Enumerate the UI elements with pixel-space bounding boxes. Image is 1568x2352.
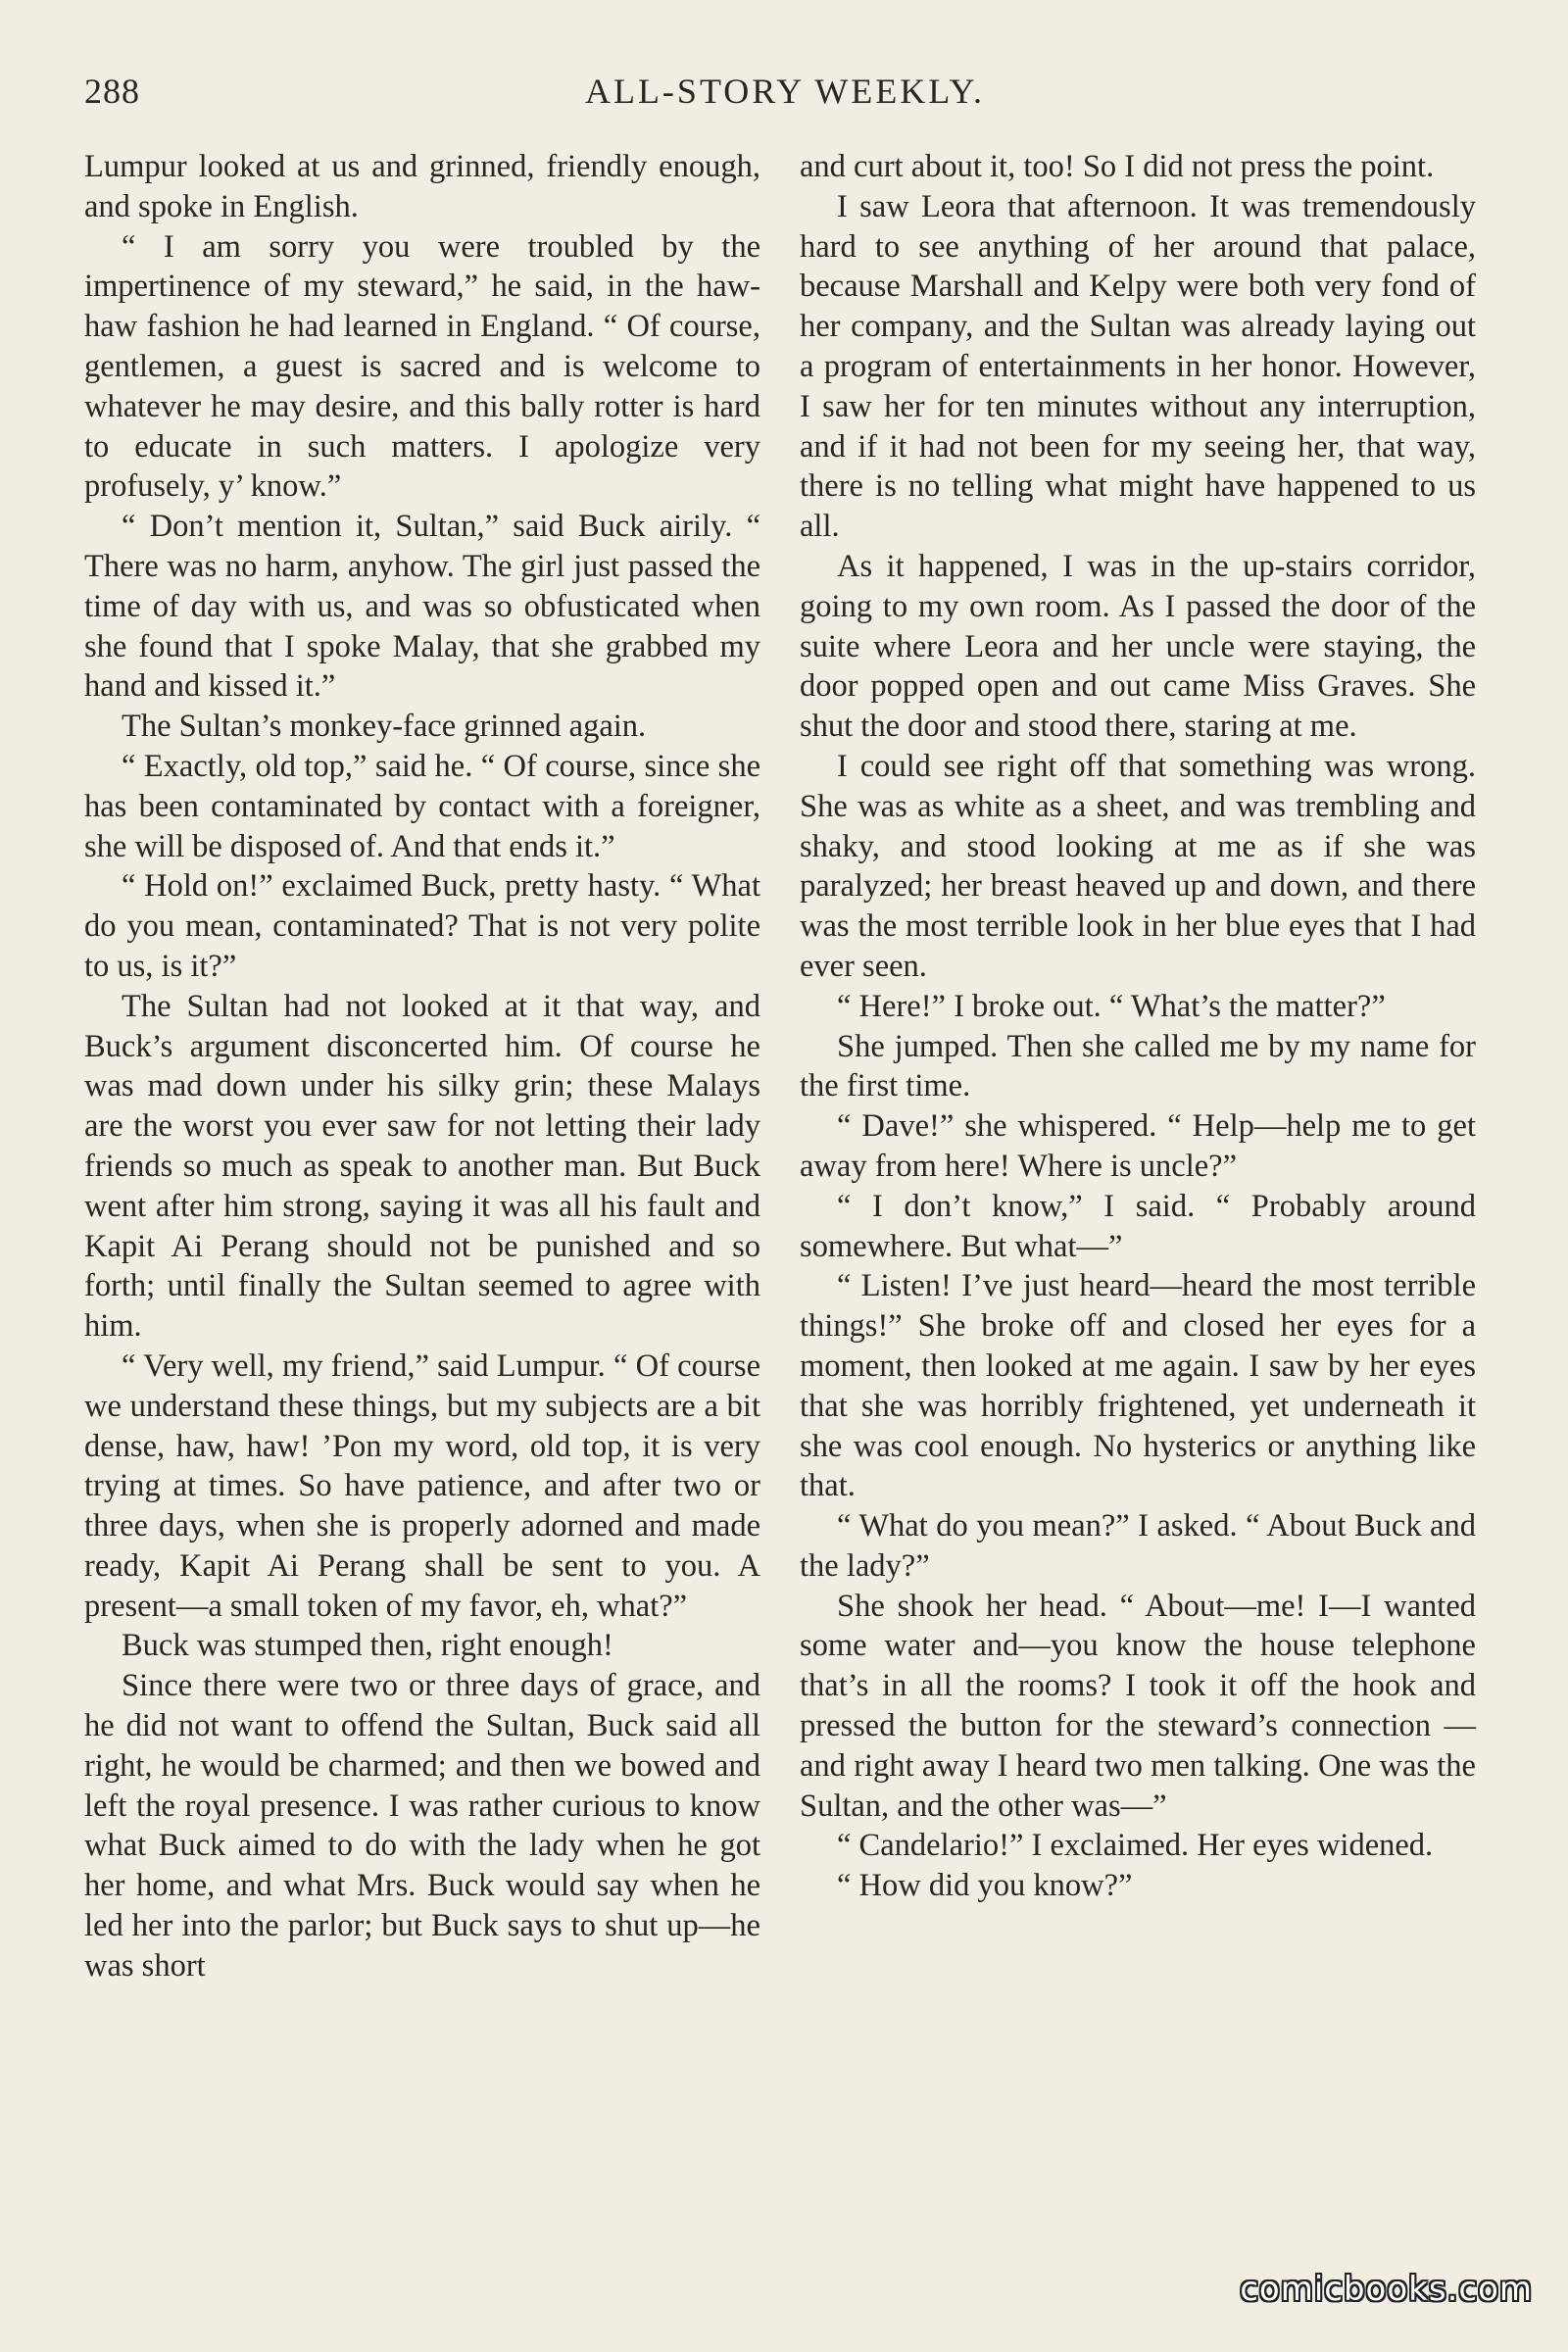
paragraph: “ Here!” I broke out. “ What’s the matter?” bbox=[837, 988, 1386, 1024]
paragraph: “ Candelario!” I exclaimed. Her eyes widened. bbox=[837, 1828, 1434, 1864]
paragraph: I could see right off that something was wrong. She was as white as a sheet, and was trembling and shaky, and stood looking at me as if she was paralyzed; her breast heaved up and down, and there was the most terrible look in her blue eyes that I had ever seen. bbox=[800, 748, 1476, 984]
paragraph: “ I don’t know,” I said. “ Probably around somewhere. But what—” bbox=[800, 1188, 1476, 1264]
page-header bbox=[84, 71, 1486, 125]
watermark: comicbooks.com bbox=[1240, 2270, 1533, 2309]
paragraph: As it happened, I was in the up-stairs corridor, going to my own room. As I passed the door of the suite where Leora and her uncle were staying, the door popped open and out came Miss Graves. She shut the door and stood there, staring at me. bbox=[800, 548, 1476, 745]
paragraph: Buck was stumped then, right enough! bbox=[122, 1628, 613, 1664]
paragraph: The Sultan had not looked at it that way, and Buck’s argument disconcerted him. Of course he was mad down under his silky grin; these Malays are the worst you ever saw for not letting their lady friends so much as speak to another man. But Buck went after him strong, saying it was all his fault and Kapit Ai Perang should not be punished and so forth; until finally the Sultan seemed to agree with him. bbox=[84, 988, 760, 1345]
page-number: 288 bbox=[84, 72, 140, 111]
paragraph-continuation: and curt about it, too! So I did not press the point. bbox=[800, 149, 1435, 184]
paragraph: “ I am sorry you were troubled by the impertinence of my steward,” he said, in the haw-haw fashion he had learned in England. “ Of course, gentlemen, a guest is sacred and is welcome to whatever he may desire, and this bally rotter is hard to educate in such matters. I apologize very profusely, y’ know.” bbox=[84, 228, 760, 505]
paragraph: The Sultan’s monkey-face grinned again. bbox=[122, 709, 647, 745]
paragraph: “ What do you mean?” I asked. “ About Buck and the lady?” bbox=[800, 1508, 1476, 1584]
paragraph: “ How did you know?” bbox=[837, 1868, 1133, 1904]
paragraph: She shook her head. “ About—me! I—I wanted some water and—you know the house telephone that’s in all the rooms? I took it off the hook and pressed the button for the steward’s connection — and right away I heard two men talking. One was the Sultan, and the other was—” bbox=[800, 1588, 1476, 1824]
paragraph: “ Listen! I’ve just heard—heard the most terrible things!” She broke off and closed her eyes for a moment, then looked at me again. I saw by her eyes that she was horribly frightened, yet underneath it she was cool enough. No hysterics or anything like that. bbox=[800, 1268, 1476, 1504]
paragraph: I saw Leora that afternoon. It was tremendously hard to see anything of her around that palace, because Marshall and Kelpy were both very fond of her company, and the Sultan was already laying out a program of entertainments in her honor. However, I saw her for ten minutes without any interruption, and if it had not been for my seeing her, that way, there is no telling what might have happened to us all. bbox=[800, 188, 1476, 545]
paragraph: “ Don’t mention it, Sultan,” said Buck airily. “ There was no harm, anyhow. The girl just passed the time of day with us, and was so obfusticated when she found that I spoke Malay, that she grabbed my hand and kissed it.” bbox=[84, 509, 760, 705]
paragraph: “ Exactly, old top,” said he. “ Of course, since she has been contaminated by contact with a foreigner, she will be disposed of. And that ends it.” bbox=[84, 748, 760, 864]
paragraph: Since there were two or three days of grace, and he did not want to offend the Sultan, Buck said all right, he would be charmed; and then we bowed and left the royal presence. I was rather curious to know what Buck aimed to do with the lady when he got her home, and what Mrs. Buck would say when he led her into the parlor; but Buck says to shut up—he was short bbox=[84, 1668, 760, 1984]
left-column bbox=[84, 147, 760, 1986]
paragraph: “ Very well, my friend,” said Lumpur. “ Of course we understand these things, but my subjects are a bit dense, haw, haw! ’Pon my word, old top, it is very trying at times. So have patience, and after two or three days, when she is properly adorned and made ready, Kapit Ai Perang shall be sent to you. A present—a small token of my favor, eh, what?” bbox=[84, 1348, 760, 1624]
running-title: ALL-STORY WEEKLY. bbox=[584, 72, 986, 111]
paragraph: Lumpur looked at us and grinned, friendly enough, and spoke in English. bbox=[84, 149, 760, 224]
right-column bbox=[800, 147, 1476, 1906]
paragraph: She jumped. Then she called me by my name for the first time. bbox=[800, 1028, 1476, 1104]
paragraph: “ Hold on!” exclaimed Buck, pretty hasty. “ What do you mean, contaminated? That is not very polite to us, is it?” bbox=[84, 868, 760, 984]
paragraph: “ Dave!” she whispered. “ Help—help me to get away from here! Where is uncle?” bbox=[800, 1108, 1476, 1184]
